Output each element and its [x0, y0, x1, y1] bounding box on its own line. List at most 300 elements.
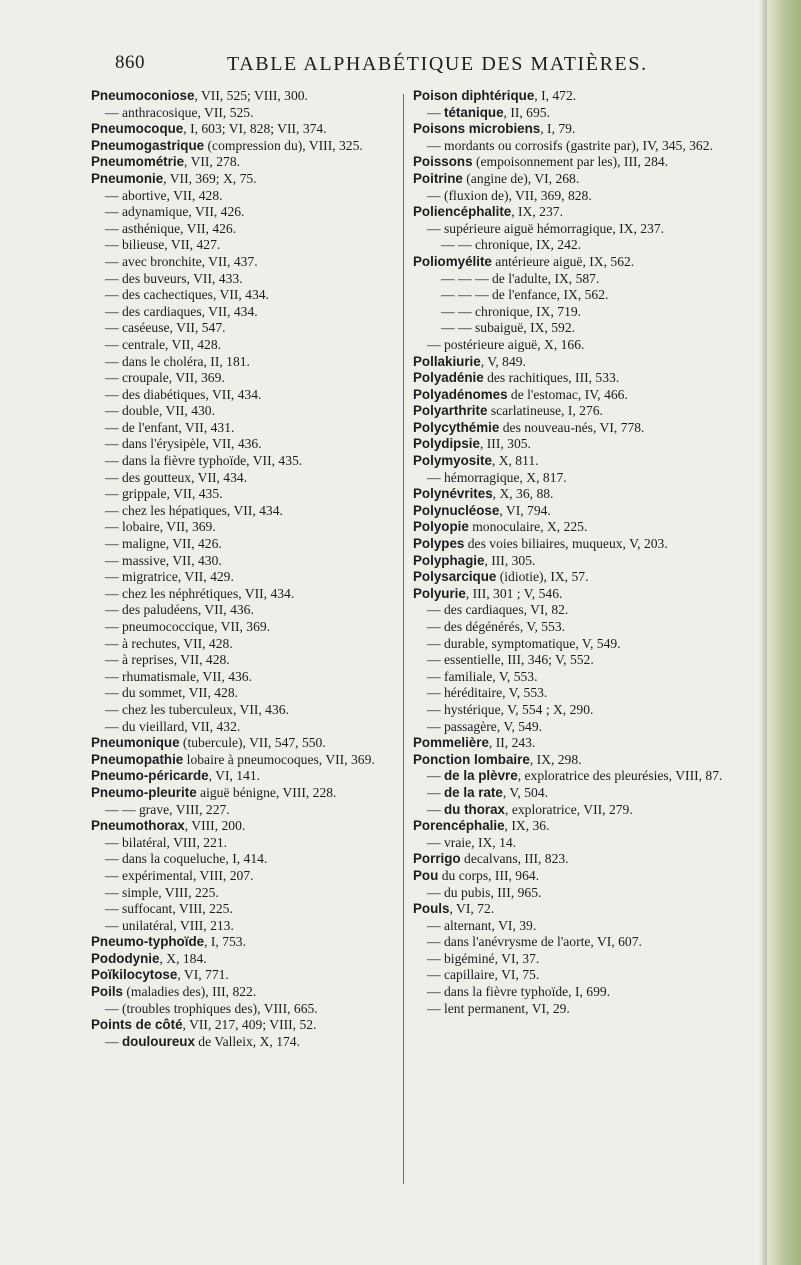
index-entry-text: — dans la coqueluche, I, 414. — [105, 851, 268, 867]
index-entry-text: — du thorax, exploratrice, VII, 279. — [427, 801, 633, 817]
index-reference: scarlatineuse, I, 276. — [487, 403, 603, 419]
index-entry — [413, 735, 761, 752]
index-entry-text: — bilieuse, VII, 427. — [105, 237, 221, 253]
index-headword: Pneumothorax — [91, 818, 185, 834]
index-reference: , exploratrice des pleurésies, VIII, 87. — [517, 768, 723, 784]
index-headword: Polypes — [413, 536, 465, 552]
index-entry — [413, 436, 761, 453]
index-entry — [413, 702, 761, 719]
index-entry — [91, 918, 421, 935]
index-entry — [91, 420, 421, 437]
index-entry — [413, 868, 761, 885]
index-subheadword: douloureux — [122, 1033, 195, 1049]
index-reference: , V, 849. — [480, 353, 526, 369]
index-entry — [91, 105, 421, 122]
index-entry-text — [413, 254, 761, 271]
index-entry — [413, 669, 761, 686]
index-entry — [91, 553, 421, 570]
index-reference: , VI, 771. — [177, 967, 229, 983]
index-headword: Pneumoconiose — [91, 88, 195, 103]
index-entry-text: — des goutteux, VII, 434. — [105, 469, 248, 485]
index-entry-text: — hémorragique, X, 817. — [427, 469, 567, 485]
index-entry-text: — rhumatismale, VII, 436. — [105, 668, 252, 684]
index-entry — [91, 171, 421, 188]
index-entry — [91, 470, 421, 487]
index-entry-text — [413, 569, 761, 586]
index-entry-text — [91, 88, 421, 105]
index-entry — [413, 885, 761, 902]
index-reference: decalvans, III, 823. — [460, 851, 569, 867]
index-headword: Pommelière — [413, 735, 489, 751]
index-entry — [413, 802, 761, 819]
index-entry — [91, 237, 421, 254]
index-entry — [91, 436, 421, 453]
index-reference: , I, 603; VI, 828; VII, 374. — [183, 121, 327, 137]
index-entry-text: — chez les tuberculeux, VII, 436. — [105, 701, 289, 717]
index-reference: (maladies des), III, 822. — [123, 984, 257, 1000]
index-entry-text — [413, 420, 761, 437]
index-entry — [91, 752, 421, 769]
index-reference: , II, 243. — [488, 735, 536, 751]
index-entry-text: — grippale, VII, 435. — [105, 486, 223, 502]
index-entry-text: — migratrice, VII, 429. — [105, 569, 234, 585]
index-entry-text — [413, 453, 761, 470]
index-entry — [413, 619, 761, 636]
index-reference: , X, 36, 88. — [492, 486, 554, 502]
index-entry — [413, 403, 761, 420]
index-entry — [91, 486, 421, 503]
index-headword: Pneumogastrique — [91, 137, 205, 153]
index-entry — [413, 453, 761, 470]
index-entry-text: — lent permanent, VI, 29. — [427, 1000, 570, 1016]
index-entry-text: — — grave, VIII, 227. — [105, 801, 230, 817]
index-entry — [413, 88, 761, 105]
index-entry — [413, 221, 761, 238]
index-entry — [91, 685, 421, 702]
index-entry — [413, 121, 761, 138]
index-entry — [91, 835, 421, 852]
index-entry-text — [91, 1017, 421, 1034]
index-entry-text: — chez les hépatiques, VII, 434. — [105, 502, 283, 518]
index-reference: du corps, III, 964. — [438, 867, 540, 883]
index-entry-text: — familiale, V, 553. — [427, 668, 538, 684]
index-entry — [413, 105, 761, 122]
index-entry — [413, 204, 761, 221]
index-reference: , VII, 278. — [184, 154, 241, 170]
index-entry-text — [413, 536, 761, 553]
index-reference: des rachitiques, III, 533. — [483, 370, 620, 386]
index-subheadword: tétanique — [444, 104, 504, 120]
index-headword: Polynévrites — [413, 486, 493, 502]
index-headword: Poison diphtérique — [413, 88, 535, 103]
index-entry — [91, 304, 421, 321]
index-entry — [413, 138, 761, 155]
index-entry-text — [413, 851, 761, 868]
index-entry-text: — — chronique, IX, 719. — [441, 303, 582, 319]
index-entry — [413, 901, 761, 918]
index-entry-text: — dans l'érysipèle, VII, 436. — [105, 436, 262, 452]
index-entry — [413, 636, 761, 653]
index-entry — [91, 138, 421, 155]
index-entry — [413, 569, 761, 586]
index-entry-text — [91, 984, 421, 1001]
index-headword: Polydipsie — [413, 436, 480, 452]
index-entry-text: — (fluxion de), VII, 369, 828. — [427, 187, 592, 203]
index-headword: Pneumocoque — [91, 121, 184, 137]
index-headword: Pneumo-pleurite — [91, 784, 197, 800]
index-entry-text: — avec bronchite, VII, 437. — [105, 253, 258, 269]
index-reference: (empoisonnement par les), III, 284. — [472, 154, 669, 170]
index-headword: Poliomyélite — [413, 253, 492, 269]
index-entry-text: — durable, symptomatique, V, 549. — [427, 635, 621, 651]
index-headword: Polyphagie — [413, 552, 485, 568]
index-entry-text: — centrale, VII, 428. — [105, 336, 222, 352]
index-reference: , VI, 141. — [208, 768, 261, 784]
index-entry-text — [413, 154, 761, 171]
index-entry-text: — asthénique, VII, 426. — [105, 220, 237, 236]
index-entry — [91, 702, 421, 719]
index-entry-text — [91, 951, 421, 968]
index-entry — [413, 154, 761, 171]
index-entry-text: — — chronique, IX, 242. — [441, 237, 582, 253]
index-entry — [413, 602, 761, 619]
index-entry-text: — vraie, IX, 14. — [427, 834, 517, 850]
index-entry-text: — anthracosique, VII, 525. — [105, 104, 254, 120]
index-headword: Pneumo-péricarde — [91, 768, 209, 784]
index-entry — [413, 254, 761, 271]
index-entry — [91, 802, 421, 819]
index-entry — [413, 354, 761, 371]
index-entry — [413, 818, 761, 835]
index-column-left — [91, 88, 421, 1050]
index-entry — [91, 735, 421, 752]
index-entry-text: — double, VII, 430. — [105, 403, 215, 419]
index-entry — [91, 503, 421, 520]
index-entry-text: — pneumococcique, VII, 369. — [105, 619, 271, 634]
index-entry — [91, 221, 421, 238]
index-entry-text — [413, 171, 761, 188]
index-reference: , VII, 369; X, 75. — [163, 170, 257, 186]
index-entry-text: — supérieure aiguë hémorragique, IX, 237. — [427, 220, 665, 236]
index-entry-text: — douloureux de Valleix, X, 174. — [105, 1033, 300, 1049]
index-entry-text: — chez les néphrétiques, VII, 434. — [105, 585, 295, 601]
index-entry — [91, 320, 421, 337]
index-entry — [91, 121, 421, 138]
index-entry-text — [413, 354, 761, 371]
index-entry — [91, 403, 421, 420]
index-subheadword: de la plèvre — [444, 768, 518, 784]
index-headword: Ponction lombaire — [413, 751, 530, 767]
index-entry-text: — de la rate, V, 504. — [427, 784, 549, 800]
page-binding-edge — [763, 0, 801, 1265]
index-entry — [413, 188, 761, 205]
index-entry-text: — abortive, VII, 428. — [105, 187, 223, 203]
index-entry-text: — bigéminé, VI, 37. — [427, 950, 540, 966]
index-entry-text: — caséeuse, VII, 547. — [105, 320, 226, 336]
index-entry-text — [413, 403, 761, 420]
index-entry-text: — de la plèvre, exploratrice des pleurésies, VIII, 87. — [427, 768, 723, 784]
index-entry-text — [91, 171, 421, 188]
index-entry — [413, 835, 761, 852]
index-entry-text: — capillaire, VI, 75. — [427, 967, 540, 983]
index-headword: Pneumométrie — [91, 154, 185, 170]
index-entry — [413, 918, 761, 935]
index-entry — [91, 868, 421, 885]
index-entry — [413, 1001, 761, 1018]
index-headword: Poisons microbiens — [413, 121, 541, 137]
index-reference: (angine de), VI, 268. — [462, 170, 580, 186]
index-entry-text: — des cardiaques, VI, 82. — [427, 602, 569, 618]
index-headword: Pneumonie — [91, 170, 164, 186]
index-entry — [91, 254, 421, 271]
index-entry — [413, 519, 761, 536]
index-reference: , VI, 72. — [449, 901, 495, 917]
index-entry-text — [91, 154, 421, 171]
index-entry — [91, 1034, 421, 1051]
index-entry — [413, 237, 761, 254]
index-entry — [91, 536, 421, 553]
index-entry — [413, 420, 761, 437]
index-entry — [413, 304, 761, 321]
index-entry — [91, 204, 421, 221]
index-entry — [91, 519, 421, 536]
index-reference: , X, 184. — [159, 950, 207, 966]
index-column-right — [413, 88, 761, 1017]
index-entry — [413, 287, 761, 304]
index-reference: , IX, 237. — [511, 204, 563, 220]
index-headword: Porrigo — [413, 851, 461, 867]
index-entry-text: — expérimental, VIII, 207. — [105, 867, 254, 883]
index-entry — [91, 619, 421, 636]
index-entry-text — [91, 934, 421, 951]
page-number: 860 — [115, 52, 145, 73]
index-reference: , I, 753. — [204, 934, 246, 950]
index-entry-text: — adynamique, VII, 426. — [105, 204, 245, 220]
index-entry — [413, 719, 761, 736]
index-reference: , III, 305. — [484, 552, 536, 568]
index-reference: , III, 305. — [479, 436, 531, 452]
index-entry-text: — tétanique, II, 695. — [427, 104, 550, 120]
index-entry-text: — dans l'anévrysme de l'aorte, VI, 607. — [427, 934, 642, 950]
index-entry — [413, 984, 761, 1001]
index-entry-text: — des paludéens, VII, 436. — [105, 602, 254, 618]
index-entry-text: — du pubis, III, 965. — [427, 884, 542, 900]
index-entry — [413, 486, 761, 503]
index-headword: Polymyosite — [413, 453, 492, 469]
index-entry-text — [413, 818, 761, 835]
index-entry — [91, 951, 421, 968]
index-headword: Polyopie — [413, 519, 469, 535]
index-reference: , III, 301 ; V, 546. — [465, 585, 563, 601]
index-entry-text: — dans la fièvre typhoïde, I, 699. — [427, 984, 611, 1000]
index-headword: Pou — [413, 867, 439, 883]
index-entry — [91, 785, 421, 802]
index-reference: , V, 504. — [502, 784, 549, 800]
index-reference: , I, 472. — [534, 88, 577, 103]
index-headword: Polyarthrite — [413, 403, 488, 419]
index-entry-text: — des cardiaques, VII, 434. — [105, 303, 258, 319]
index-entry-text: — postérieure aiguë, X, 166. — [427, 336, 585, 352]
index-entry-text — [91, 818, 421, 835]
index-entry — [91, 901, 421, 918]
index-subheadword: de la rate — [444, 784, 503, 800]
index-headword: Poïkilocytose — [91, 967, 178, 983]
index-headword: Porencéphalie — [413, 818, 505, 834]
index-entry — [91, 719, 421, 736]
index-reference: (tubercule), VII, 547, 550. — [179, 735, 326, 751]
index-entry-text — [91, 138, 421, 155]
index-entry-text: — essentielle, III, 346; V, 552. — [427, 652, 594, 668]
index-reference: antérieure aiguë, IX, 562. — [491, 253, 635, 269]
index-entry-text — [413, 121, 761, 138]
index-headword: Points de côté — [91, 1017, 183, 1033]
index-entry — [91, 818, 421, 835]
index-entry-text: — dans la fièvre typhoïde, VII, 435. — [105, 453, 303, 469]
index-entry-text — [413, 519, 761, 536]
index-entry — [91, 885, 421, 902]
index-headword: Polynucléose — [413, 502, 500, 518]
index-entry-text — [91, 785, 421, 802]
index-entry — [91, 154, 421, 171]
index-reference: , II, 695. — [503, 104, 550, 120]
index-entry — [413, 387, 761, 404]
index-headword: Polyadénie — [413, 370, 484, 386]
index-entry — [91, 669, 421, 686]
index-entry — [413, 337, 761, 354]
column-divider — [403, 94, 404, 1184]
index-headword: Polycythémie — [413, 419, 500, 435]
index-entry — [413, 536, 761, 553]
index-entry-text: — dans le choléra, II, 181. — [105, 353, 250, 369]
index-entry-text — [413, 553, 761, 570]
index-headword: Polyurie — [413, 585, 466, 601]
page-header — [0, 52, 801, 82]
index-entry-text: — de l'enfant, VII, 431. — [105, 419, 235, 435]
index-entry — [91, 586, 421, 603]
index-entry-text: — bilatéral, VIII, 221. — [105, 834, 228, 850]
index-headword: Poitrine — [413, 170, 463, 186]
index-headword: Pododynie — [91, 950, 160, 966]
index-entry — [413, 652, 761, 669]
index-entry — [413, 470, 761, 487]
index-entry-text — [413, 586, 761, 603]
index-entry — [91, 652, 421, 669]
index-entry-text — [91, 967, 421, 984]
index-headword: Poissons — [413, 154, 473, 170]
index-headword: Polyadénomes — [413, 386, 508, 402]
index-entry-text: — mordants ou corrosifs (gastrite par), IV, 345, 362. — [427, 137, 713, 153]
index-entry-text: — des dégénérés, V, 553. — [427, 619, 566, 634]
index-entry — [413, 370, 761, 387]
index-reference: , IX, 36. — [504, 818, 550, 834]
index-entry — [91, 636, 421, 653]
index-entry-text — [91, 121, 421, 138]
index-entry-text: — à reprises, VII, 428. — [105, 652, 230, 668]
index-entry-text — [413, 436, 761, 453]
index-reference: des nouveau-nés, VI, 778. — [499, 419, 645, 435]
index-entry — [91, 1001, 421, 1018]
index-entry — [91, 88, 421, 105]
index-entry — [413, 171, 761, 188]
index-entry-text: — des diabétiques, VII, 434. — [105, 386, 262, 402]
index-entry-text — [413, 486, 761, 503]
index-reference: des voies biliaires, muqueux, V, 203. — [464, 536, 668, 552]
index-entry-text — [91, 735, 421, 752]
index-reference: aiguë bénigne, VIII, 228. — [196, 784, 337, 800]
index-entry — [413, 951, 761, 968]
index-entry — [91, 354, 421, 371]
index-entry — [413, 967, 761, 984]
index-entry-text — [413, 387, 761, 404]
index-entry-text: — croupale, VII, 369. — [105, 370, 225, 386]
index-entry — [91, 387, 421, 404]
index-headword: Pouls — [413, 901, 450, 917]
index-reference: , exploratrice, VII, 279. — [505, 801, 633, 817]
index-entry-text: — massive, VII, 430. — [105, 552, 222, 568]
index-headword: Pneumopathie — [91, 751, 184, 767]
index-headword: Polysarcique — [413, 569, 497, 585]
index-reference: , IX, 298. — [529, 751, 582, 767]
index-entry — [91, 602, 421, 619]
index-entry-text: — unilatéral, VIII, 213. — [105, 917, 234, 933]
index-entry-text — [413, 88, 761, 105]
index-entry — [413, 271, 761, 288]
index-entry-text — [413, 868, 761, 885]
index-reference: , VIII, 200. — [184, 818, 246, 834]
index-entry-text: — héréditaire, V, 553. — [427, 685, 548, 701]
index-entry-text: — à rechutes, VII, 428. — [105, 635, 233, 651]
index-reference: , VII, 217, 409; VIII, 52. — [182, 1017, 317, 1033]
index-entry — [91, 967, 421, 984]
index-entry-text — [413, 735, 761, 752]
index-entry-text: — maligne, VII, 426. — [105, 536, 222, 552]
index-reference: , VI, 794. — [499, 502, 551, 518]
index-entry-text: — — — de l'adulte, IX, 587. — [441, 270, 600, 286]
index-entry — [413, 320, 761, 337]
index-entry-text — [91, 768, 421, 785]
index-entry — [413, 586, 761, 603]
index-entry — [413, 851, 761, 868]
index-reference: (idiotie), IX, 57. — [496, 569, 589, 585]
index-entry — [91, 569, 421, 586]
index-reference: , VII, 525; VIII, 300. — [194, 88, 308, 103]
index-entry-text: — du sommet, VII, 428. — [105, 685, 239, 701]
index-entry-text: — — subaiguë, IX, 592. — [441, 320, 576, 336]
index-subheadword: du thorax — [444, 801, 506, 817]
index-entry-text — [413, 370, 761, 387]
index-entry-text: — (troubles trophiques des), VIII, 665. — [105, 1000, 318, 1016]
index-entry — [91, 851, 421, 868]
index-headword: Poils — [91, 984, 123, 1000]
index-entry — [91, 1017, 421, 1034]
index-entry-text: — du vieillard, VII, 432. — [105, 718, 241, 734]
index-reference: lobaire à pneumocoques, VII, 369. — [183, 751, 375, 767]
index-entry-text: — des cachectiques, VII, 434. — [105, 287, 269, 303]
index-reference: monoculaire, X, 225. — [468, 519, 588, 535]
index-entry-text: — lobaire, VII, 369. — [105, 519, 216, 535]
index-entry-text — [413, 503, 761, 520]
index-entry — [413, 503, 761, 520]
index-headword: Pneumo-typhoïde — [91, 934, 205, 950]
index-reference: de l'estomac, IV, 466. — [507, 386, 628, 402]
index-entry-text — [413, 901, 761, 918]
index-reference: , X, 811. — [491, 453, 539, 469]
index-entry — [91, 188, 421, 205]
index-reference: (compression du), VIII, 325. — [204, 137, 363, 153]
index-entry — [91, 768, 421, 785]
index-entry — [91, 287, 421, 304]
index-headword: Pollakiurie — [413, 353, 481, 369]
